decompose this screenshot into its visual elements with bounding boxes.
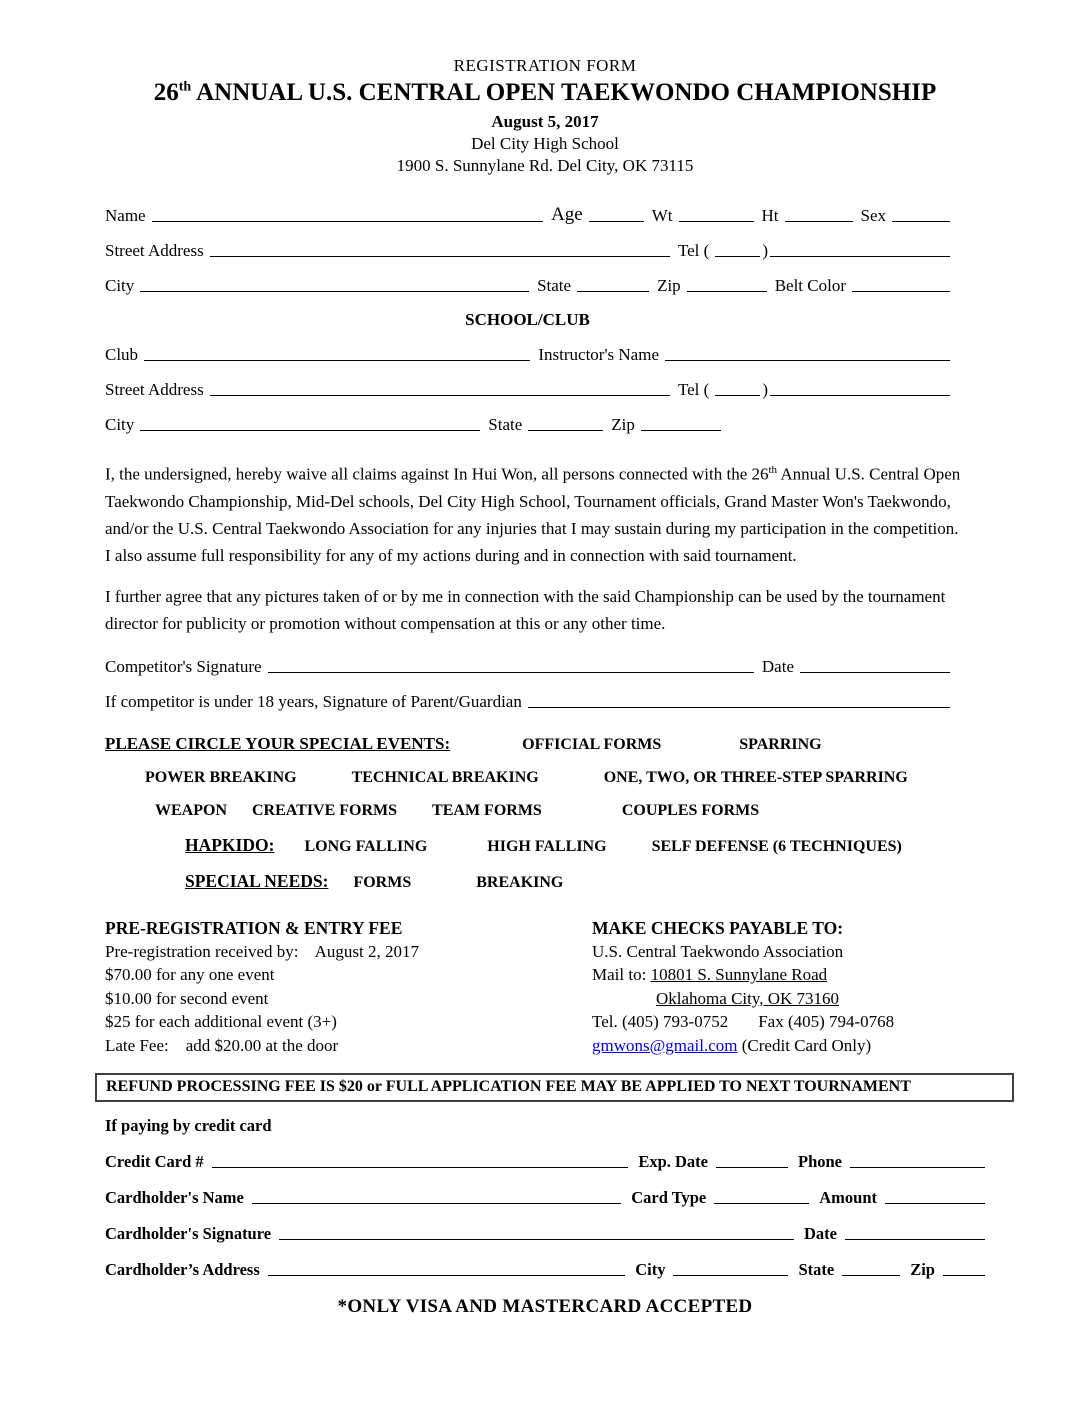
event-technical-breaking[interactable]: TECHNICAL BREAKING [351, 768, 539, 786]
waiver-p1-text-cont: Annual U.S. Central Open Taekwondo Championship, Mid-Del schools, Del City High School, Tournament officials, Grand Master Won's Taekwondo, and/or the U.S. Central Taekwondo Association for any injuries that I may sustain during my participation in the competition. I also assume full responsibility for any of my actions during and in connection with said tournament. [105, 464, 976, 565]
credit-card-number-row [105, 1146, 985, 1172]
special-needs-row [105, 871, 1065, 892]
cc-zip-blank[interactable] [943, 1275, 985, 1276]
tel-fax-line [592, 1010, 985, 1034]
cc-city-label: City [635, 1260, 666, 1280]
mail-to-line [592, 963, 985, 987]
cardholder-name-label: Cardholder's Name [105, 1188, 244, 1208]
cc-phone-label: Phone [797, 1152, 842, 1172]
competitor-signature-label: Competitor's Signature [105, 656, 262, 676]
street-address-blank[interactable] [210, 256, 670, 257]
mail-address-line1: 10801 S. Sunnylane Road [650, 965, 828, 985]
hapkido-row [105, 835, 1065, 856]
cardholder-name-blank[interactable] [252, 1203, 621, 1204]
school-street-address-blank[interactable] [210, 395, 670, 396]
event-sparring[interactable]: SPARRING [739, 735, 822, 753]
event-special-needs-breaking[interactable]: BREAKING [476, 873, 564, 891]
event-venue: Del City High School [471, 134, 619, 153]
instructor-name-label: Instructor's Name [538, 345, 659, 364]
sex-blank[interactable] [892, 221, 950, 222]
cc-state-label: State [798, 1260, 835, 1280]
school-tel-label: Tel ( [677, 380, 710, 399]
card-type-blank[interactable] [714, 1203, 809, 1204]
name-label: Name [105, 206, 146, 225]
school-tel-close-paren: ) [762, 380, 768, 399]
height-blank[interactable] [785, 221, 853, 222]
school-zip-label: Zip [611, 415, 635, 434]
cc-city-blank[interactable] [673, 1275, 788, 1276]
school-city-blank[interactable] [140, 430, 480, 431]
mail-address-line2: Oklahoma City, OK 73160 [656, 988, 840, 1008]
special-needs-heading: SPECIAL NEEDS: [185, 870, 329, 891]
mail-to-label: Mail to: [592, 965, 651, 985]
cc-date-blank[interactable] [845, 1239, 985, 1240]
checks-payee: U.S. Central Taekwondo Association [592, 941, 844, 961]
credit-card-number-label: Credit Card # [105, 1152, 204, 1172]
club-label: Club [105, 345, 139, 364]
fee-line-first-event: $70.00 for any one event [105, 965, 275, 985]
competitor-city-row [105, 272, 950, 296]
weight-label: Wt [651, 206, 673, 225]
fees-column [105, 916, 592, 1058]
title-ordinal: th [178, 79, 192, 95]
fees-and-payment-section [105, 916, 985, 1058]
zip-label: Zip [657, 276, 681, 295]
cardholder-name-row [105, 1182, 985, 1208]
waiver-paragraph-2: I further agree that any pictures taken of or by me in connection with the said Championship can be used by the tournament director for publicity or promotion without compensation at this or any other time. [105, 586, 950, 633]
checks-column [592, 916, 985, 1058]
club-row [105, 341, 950, 365]
cardholder-signature-label: Cardholder's Signature [105, 1224, 272, 1244]
event-venue-address: 1900 S. Sunnylane Rd. Del City, OK 73115 [396, 156, 694, 175]
fee-line-late-fee: Late Fee: add $20.00 at the door [105, 1035, 339, 1055]
school-state-blank[interactable] [528, 430, 603, 431]
cc-zip-label: Zip [910, 1260, 935, 1280]
cards-accepted-note: *ONLY VISA AND MASTERCARD ACCEPTED [337, 1296, 753, 1318]
school-club-heading: SCHOOL/CLUB [465, 310, 590, 329]
special-events-heading-row [105, 734, 985, 754]
competitor-street-row [105, 237, 950, 261]
email-link[interactable]: gmwons@gmail.com [592, 1035, 738, 1055]
tel-area-code-blank[interactable] [715, 256, 760, 257]
exp-date-label: Exp. Date [638, 1152, 708, 1172]
event-couples-forms[interactable]: COUPLES FORMS [621, 801, 760, 819]
event-high-falling[interactable]: HIGH FALLING [487, 837, 607, 855]
belt-color-label: Belt Color [774, 276, 846, 295]
city-blank[interactable] [140, 291, 529, 292]
club-blank[interactable] [144, 360, 530, 361]
state-label: State [537, 276, 572, 295]
special-events-row-3 [105, 802, 1035, 820]
event-official-forms[interactable]: OFFICIAL FORMS [522, 735, 662, 753]
school-street-row [105, 376, 950, 400]
instructor-name-blank[interactable] [665, 360, 950, 361]
event-step-sparring[interactable]: ONE, TWO, OR THREE-STEP SPARRING [603, 768, 908, 786]
form-type-label: REGISTRATION FORM [453, 56, 637, 75]
refund-notice-text: REFUND PROCESSING FEE IS $20 or FULL APPLICATION FEE MAY BE APPLIED TO NEXT TOURNAMENT [106, 1078, 911, 1096]
competitor-name-row [105, 202, 950, 226]
email-note: (Credit Card Only) [741, 1035, 872, 1055]
sex-label: Sex [860, 206, 886, 225]
school-city-row [105, 411, 950, 435]
age-label: Age [551, 204, 583, 225]
guardian-signature-label: If competitor is under 18 years, Signature of Parent/Guardian [105, 691, 522, 711]
weight-blank[interactable] [679, 221, 754, 222]
exp-date-blank[interactable] [716, 1167, 788, 1168]
email-line [592, 1034, 985, 1058]
special-events-row-2 [105, 769, 1025, 787]
height-label: Ht [761, 206, 779, 225]
cc-date-label: Date [804, 1224, 837, 1244]
tel-label: Tel ( [677, 241, 710, 260]
name-blank[interactable] [152, 221, 543, 222]
title-number: 26 [153, 79, 179, 106]
cc-phone-blank[interactable] [850, 1167, 985, 1168]
event-creative-forms[interactable]: CREATIVE FORMS [252, 801, 398, 819]
zip-blank[interactable] [687, 291, 767, 292]
credit-card-number-blank[interactable] [212, 1167, 629, 1168]
checks-fax: Fax (405) 794-0768 [758, 1012, 895, 1032]
state-blank[interactable] [577, 291, 649, 292]
event-special-needs-forms[interactable]: FORMS [353, 873, 412, 891]
waiver-p1-text: I, the undersigned, hereby waive all claims against In Hui Won, all persons connected with the 26 [105, 464, 769, 484]
street-address-label: Street Address [105, 241, 204, 260]
cardholder-address-row [105, 1254, 985, 1280]
amount-blank[interactable] [885, 1203, 985, 1204]
belt-color-blank[interactable] [852, 291, 950, 292]
amount-label: Amount [819, 1188, 877, 1208]
waiver-paragraph-1 [105, 457, 976, 569]
hapkido-heading: HAPKIDO: [185, 834, 275, 855]
cardholder-address-blank[interactable] [268, 1275, 625, 1276]
signature-date-blank[interactable] [800, 672, 950, 673]
event-team-forms[interactable]: TEAM FORMS [432, 801, 542, 819]
fees-heading: PRE-REGISTRATION & ENTRY FEE [105, 917, 403, 938]
waiver-p1-ordinal: th [768, 464, 778, 476]
signature-date-label: Date [761, 656, 794, 676]
competitor-signature-row [105, 653, 950, 677]
special-events-heading: PLEASE CIRCLE YOUR SPECIAL EVENTS: [105, 733, 451, 753]
school-state-label: State [488, 415, 523, 434]
school-zip-blank[interactable] [641, 430, 721, 431]
refund-notice-box [95, 1073, 1014, 1102]
form-header [105, 56, 985, 176]
credit-card-intro: If paying by credit card [105, 1116, 272, 1136]
cardholder-signature-row [105, 1218, 985, 1244]
guardian-signature-blank[interactable] [528, 707, 950, 708]
fee-line-second-event: $10.00 for second event [105, 988, 269, 1008]
age-blank[interactable] [589, 221, 644, 222]
guardian-signature-row [105, 688, 950, 712]
page-title [105, 79, 985, 107]
school-city-label: City [105, 415, 135, 434]
cardholder-signature-blank[interactable] [279, 1239, 794, 1240]
school-tel-area-code-blank[interactable] [715, 395, 760, 396]
event-self-defense[interactable]: SELF DEFENSE (6 TECHNIQUES) [651, 837, 902, 855]
event-date: August 5, 2017 [491, 112, 599, 131]
mail-address-line2-row [592, 987, 985, 1011]
tel-close-paren: ) [762, 241, 768, 260]
school-street-address-label: Street Address [105, 380, 204, 399]
school-tel-number-blank[interactable] [770, 395, 950, 396]
competitor-signature-blank[interactable] [268, 672, 754, 673]
tel-number-blank[interactable] [770, 256, 950, 257]
fee-line-additional-events: $25 for each additional event (3+) [105, 1012, 337, 1032]
event-weapon[interactable]: WEAPON [155, 801, 227, 819]
event-long-falling[interactable]: LONG FALLING [304, 837, 428, 855]
city-label: City [105, 276, 135, 295]
checks-tel: Tel. (405) 793-0752 [592, 1012, 729, 1032]
title-text: ANNUAL U.S. CENTRAL OPEN TAEKWONDO CHAMPIONSHIP [191, 79, 937, 106]
fee-line-deadline: Pre-registration received by: August 2, 2017 [105, 941, 419, 961]
cc-state-blank[interactable] [842, 1275, 900, 1276]
checks-heading: MAKE CHECKS PAYABLE TO: [592, 917, 844, 938]
event-power-breaking[interactable]: POWER BREAKING [145, 768, 297, 786]
cardholder-address-label: Cardholder’s Address [105, 1260, 260, 1280]
card-type-label: Card Type [631, 1188, 707, 1208]
